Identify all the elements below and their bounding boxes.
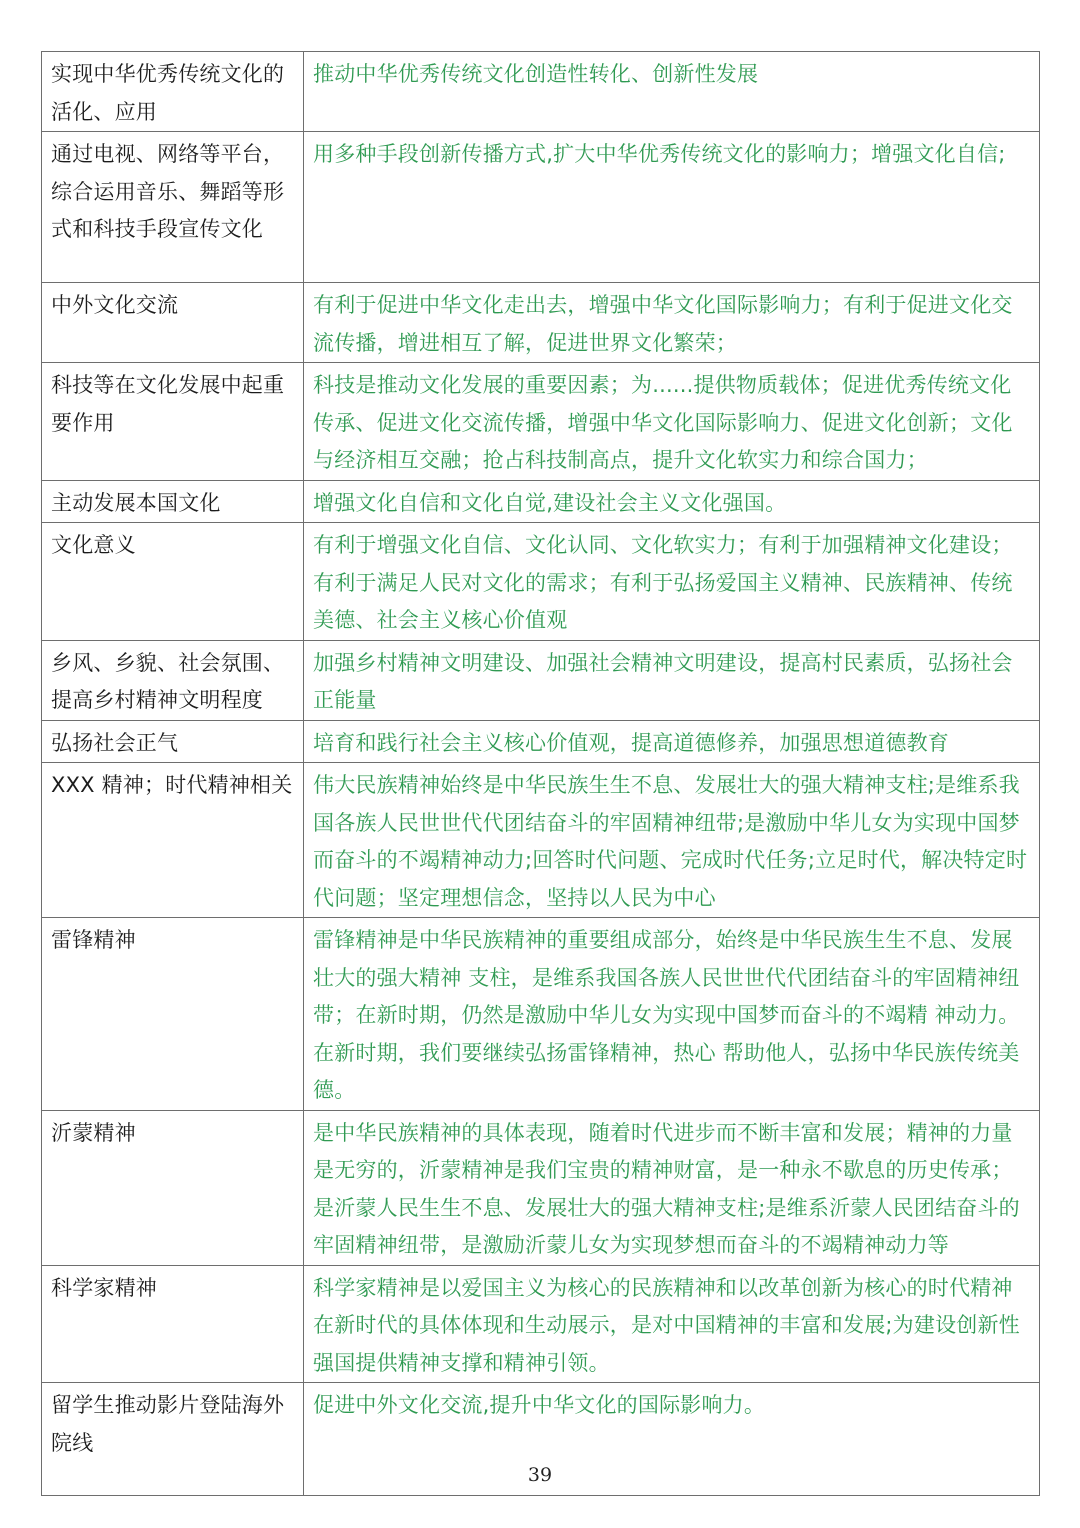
answer-point-cell: 培育和践行社会主义核心价值观，提高道德修养，加强思想道德教育 xyxy=(304,720,1040,763)
table-row xyxy=(42,132,1040,283)
table-row xyxy=(42,1265,1040,1383)
topic-cell: XXX 精神；时代精神相关 xyxy=(42,763,304,918)
topic-cell: 实现中华优秀传统文化的活化、应用 xyxy=(42,52,304,132)
topic-cell: 雷锋精神 xyxy=(42,918,304,1111)
answer-point-cell: 科技是推动文化发展的重要因素；为......提供物质载体；促进优秀传统文化传承、促进文化交流传播，增强中华文化国际影响力、促进文化创新；文化与经济相互交融；抢占科技制高点，提升文化软实力和综合国力； xyxy=(304,363,1040,481)
table-row xyxy=(42,480,1040,523)
topic-cell: 乡风、乡貌、社会氛围、提高乡村精神文明程度 xyxy=(42,640,304,720)
table-row xyxy=(42,52,1040,132)
table-row xyxy=(42,523,1040,641)
topic-cell: 留学生推动影片登陆海外院线 xyxy=(42,1383,304,1496)
answer-point-cell: 加强乡村精神文明建设、加强社会精神文明建设，提高村民素质，弘扬社会正能量 xyxy=(304,640,1040,720)
table-row xyxy=(42,763,1040,918)
topic-cell: 文化意义 xyxy=(42,523,304,641)
answer-point-cell: 有利于增强文化自信、文化认同、文化软实力；有利于加强精神文化建设；有利于满足人民对文化的需求；有利于弘扬爱国主义精神、民族精神、传统美德、社会主义核心价值观 xyxy=(304,523,1040,641)
answer-point-cell: 有利于促进中华文化走出去，增强中华文化国际影响力；有利于促进文化交流传播，增进相互了解，促进世界文化繁荣； xyxy=(304,283,1040,363)
answer-point-cell: 是中华民族精神的具体表现，随着时代进步而不断丰富和发展；精神的力量是无穷的，沂蒙精神是我们宝贵的精神财富，是一种永不歇息的历史传承；是沂蒙人民生生不息、发展壮大的强大精神支柱;是维系沂蒙人民团结奋斗的牢固精神纽带，是激励沂蒙儿女为实现梦想而奋斗的不竭精神动力等 xyxy=(304,1110,1040,1265)
table-row xyxy=(42,720,1040,763)
page-number: 39 xyxy=(527,1464,553,1486)
answer-point-cell: 用多种手段创新传播方式,扩大中华优秀传统文化的影响力；增强文化自信; xyxy=(304,132,1040,283)
topic-cell: 科学家精神 xyxy=(42,1265,304,1383)
topic-cell: 科技等在文化发展中起重要作用 xyxy=(42,363,304,481)
topic-cell: 主动发展本国文化 xyxy=(42,480,304,523)
table-row xyxy=(42,918,1040,1111)
table-row xyxy=(42,1110,1040,1265)
answer-point-cell: 雷锋精神是中华民族精神的重要组成部分，始终是中华民族生生不息、发展壮大的强大精神 支柱，是维系我国各族人民世世代代团结奋斗的牢固精神纽带；在新时期，仍然是激励中华儿女为实现中国梦而奋斗的不竭精 神动力。在新时期，我们要继续弘扬雷锋精神，热心 帮助他人，弘扬中华民族传统美德。 xyxy=(304,918,1040,1111)
topic-cell: 沂蒙精神 xyxy=(42,1110,304,1265)
answer-point-cell: 伟大民族精神始终是中华民族生生不息、发展壮大的强大精神支柱;是维系我国各族人民世世代代团结奋斗的牢固精神纽带;是激励中华儿女为实现中国梦而奋斗的不竭精神动力;回答时代问题、完成时代任务;立足时代，解决特定时代问题；坚定理想信念，坚持以人民为中心 xyxy=(304,763,1040,918)
topic-cell: 通过电视、网络等平台，综合运用音乐、舞蹈等形式和科技手段宣传文化 xyxy=(42,132,304,283)
answer-point-cell: 推动中华优秀传统文化创造性转化、创新性发展 xyxy=(304,52,1040,132)
answer-point-cell: 促进中外文化交流,提升中华文化的国际影响力。 xyxy=(304,1383,1040,1496)
answer-point-cell: 增强文化自信和文化自觉,建设社会主义文化强国。 xyxy=(304,480,1040,523)
table-row xyxy=(42,640,1040,720)
answer-point-cell: 科学家精神是以爱国主义为核心的民族精神和以改革创新为核心的时代精神在新时代的具体体现和生动展示，是对中国精神的丰富和发展;为建设创新性强国提供精神支撑和精神引领。 xyxy=(304,1265,1040,1383)
knowledge-table xyxy=(41,51,1040,1496)
topic-cell: 弘扬社会正气 xyxy=(42,720,304,763)
table-row xyxy=(42,363,1040,481)
table-row xyxy=(42,283,1040,363)
topic-cell: 中外文化交流 xyxy=(42,283,304,363)
